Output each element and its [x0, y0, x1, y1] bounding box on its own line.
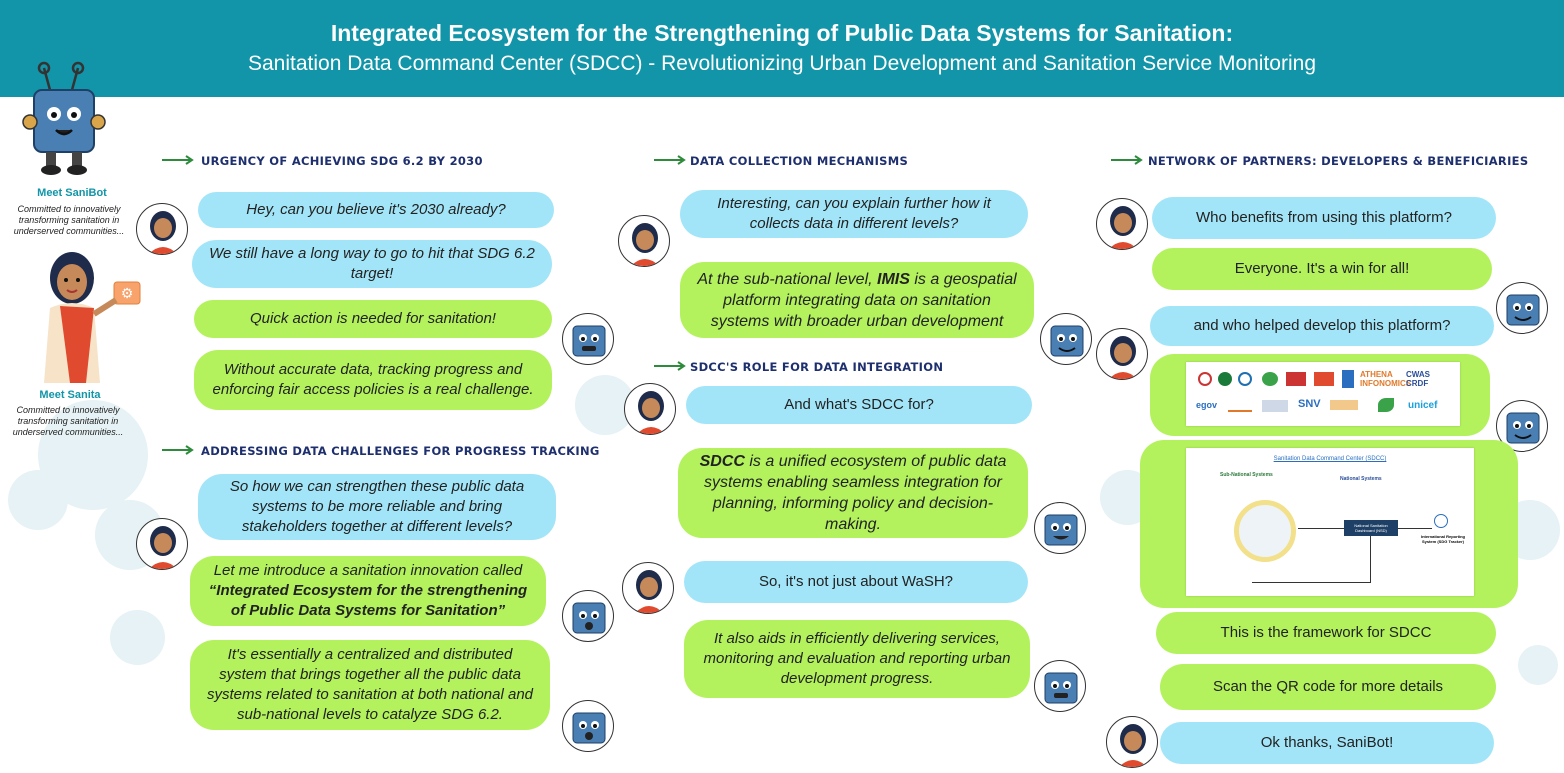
partners-logos-card: [1186, 362, 1460, 426]
chat-bubble-sdcc: [678, 448, 1028, 538]
sanibot-name: Meet SaniBot: [37, 187, 107, 199]
sanibot-avatar: [562, 313, 614, 365]
decor-circle: [1518, 645, 1558, 685]
chat-bubble-imis: [680, 262, 1034, 338]
framework-intl-box: International Reporting System (SDG Tracker): [1421, 534, 1465, 544]
chat-bubble: Who benefits from using this platform?: [1152, 197, 1496, 239]
logo-icon: [1262, 372, 1278, 386]
chat-text-post: is a unified ecosystem of public data systems enabling seamless integration for planning, informing policy and decision-making.: [704, 453, 1007, 533]
sanita-avatar: [1096, 198, 1148, 250]
globe-icon: [1434, 514, 1448, 528]
section-title-challenges: ADDRESSING DATA CHALLENGES FOR PROGRESS TRACKING: [201, 444, 600, 458]
chat-text: [694, 269, 1020, 332]
decor-circle: [8, 470, 68, 530]
framework-title: Sanitation Data Command Center (SDCC): [1273, 456, 1387, 462]
sanita-name: Meet Sanita: [39, 389, 101, 401]
logo-unicef: unicef: [1408, 400, 1438, 411]
sanibot-avatar: [1496, 282, 1548, 334]
logo-egov: egov: [1196, 400, 1218, 410]
sanibot-description: Committed to innovatively transforming sanitation in underserved communities...: [13, 204, 125, 236]
logo-icon: [1342, 370, 1354, 388]
chat-text-bold: SDCC: [699, 453, 745, 470]
chat-text-bold: “Integrated Ecosystem for the strengthening of Public Data Systems for Sanitation”: [208, 582, 528, 619]
sanibot-avatar: [562, 700, 614, 752]
section-arrow-icon: [654, 155, 686, 165]
section-title-urgency: URGENCY OF ACHIEVING SDG 6.2 BY 2030: [201, 154, 483, 168]
chat-text-bold: IMIS: [877, 270, 910, 288]
sanita-avatar: [622, 562, 674, 614]
logo-snv: SNV: [1298, 398, 1321, 410]
sanibot-illustration: [22, 60, 112, 180]
chat-bubble: We still have a long way to go to hit that SDG 6.2 target!: [192, 240, 552, 288]
chat-text-post: is a geospatial platform integrating data on sanitation systems with broader urban development: [710, 270, 1017, 330]
logo-icon: [1218, 372, 1232, 386]
framework-hub: [1234, 500, 1296, 562]
sanita-avatar: [624, 383, 676, 435]
page-title: Integrated Ecosystem for the Strengthening of Public Data Systems for Sanitation:: [330, 20, 1234, 46]
framework-diagram: [1186, 448, 1474, 596]
framework-center-box: National Sanitation Dashboard (NSD): [1344, 520, 1398, 536]
framework-connector: [1298, 528, 1344, 529]
decor-circle: [110, 610, 165, 665]
chat-bubble: It also aids in efficiently delivering services, monitoring and evaluation and reporting urban development progress.: [684, 620, 1030, 698]
logo-icon: [1262, 400, 1288, 412]
framework-national-label: National Systems: [1340, 476, 1382, 482]
section-arrow-icon: [162, 155, 194, 165]
chat-bubble: Everyone. It's a win for all!: [1152, 248, 1492, 290]
svg-text:⚙: ⚙: [120, 285, 134, 301]
sanita-avatar: [1106, 716, 1158, 768]
section-title-role: SDCC'S ROLE FOR DATA INTEGRATION: [690, 360, 944, 374]
chat-bubble-innovation: [190, 556, 546, 626]
chat-bubble: Without accurate data, tracking progress and enforcing fair access policies is a real challenge.: [194, 350, 552, 410]
logo-athena: ATHENA INFONOMICS: [1360, 370, 1412, 388]
chat-text-pre: At the sub-national level,: [697, 270, 878, 288]
chat-bubble: Ok thanks, SaniBot!: [1160, 722, 1494, 764]
section-title-collection: DATA COLLECTION MECHANISMS: [690, 154, 909, 168]
sanita-avatar: [136, 518, 188, 570]
sanita-description: Committed to innovatively transforming sanitation in underserved communities...: [12, 405, 124, 437]
chat-bubble: This is the framework for SDCC: [1156, 612, 1496, 654]
chat-bubble: and who helped develop this platform?: [1150, 306, 1494, 346]
chat-text: Let me introduce a sanitation innovation called: [213, 562, 523, 579]
chat-bubble: Quick action is needed for sanitation!: [194, 300, 552, 338]
framework-connector: [1252, 582, 1371, 583]
sanibot-avatar: [1034, 502, 1086, 554]
logo-icon: [1198, 372, 1212, 386]
section-arrow-icon: [654, 361, 686, 371]
sanita-avatar: [1096, 328, 1148, 380]
logo-cwas: CWAS CRDF: [1406, 370, 1430, 388]
framework-connector: [1370, 536, 1371, 582]
section-arrow-icon: [1111, 155, 1143, 165]
logo-icon: [1238, 372, 1252, 386]
chat-bubble: Interesting, can you explain further how it collects data in different levels?: [680, 190, 1028, 238]
chat-bubble: And what's SDCC for?: [686, 386, 1032, 424]
logo-icon: [1286, 372, 1306, 386]
chat-text: [692, 451, 1014, 535]
logo-icon: [1314, 372, 1334, 386]
chat-bubble: Hey, can you believe it's 2030 already?: [198, 192, 554, 228]
framework-connector: [1398, 528, 1432, 529]
chat-bubble: It's essentially a centralized and distributed system that brings together all the public data systems related to sanitation at both national and sub-national levels to catalyze SDG 6.2.: [190, 640, 550, 730]
logo-icon: [1228, 402, 1252, 412]
page-subtitle: Sanitation Data Command Center (SDCC) - Revolutionizing Urban Development and Sanitation Service Monitoring: [247, 52, 1317, 75]
logo-icon: [1330, 400, 1358, 410]
sanibot-avatar: [1034, 660, 1086, 712]
framework-subnational-label: Sub-National Systems: [1220, 472, 1273, 478]
sanita-illustration: [30, 248, 145, 383]
sanita-avatar: [136, 203, 188, 255]
sanita-avatar: [618, 215, 670, 267]
section-title-network: NETWORK OF PARTNERS: DEVELOPERS & BENEFICIARIES: [1148, 154, 1529, 168]
sanibot-avatar: [562, 590, 614, 642]
page-header: [0, 0, 1564, 97]
section-arrow-icon: [162, 445, 194, 455]
sanibot-avatar: [1040, 313, 1092, 365]
chat-bubble: Scan the QR code for more details: [1160, 664, 1496, 710]
chat-bubble: So how we can strengthen these public data systems to be more reliable and bring stakeholders together at different levels?: [198, 474, 556, 540]
chat-bubble: So, it's not just about WaSH?: [684, 561, 1028, 603]
logo-icon: [1378, 398, 1394, 412]
